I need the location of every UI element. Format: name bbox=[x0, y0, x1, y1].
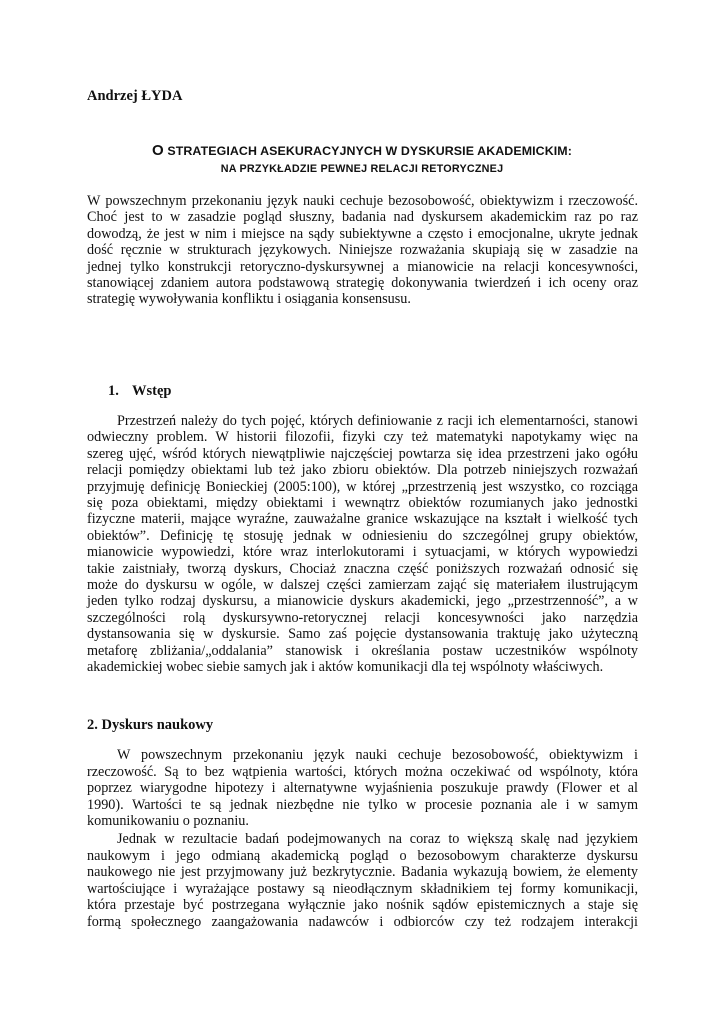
paper-title bbox=[87, 141, 637, 177]
author-name: Andrzej ŁYDA bbox=[87, 88, 183, 104]
paragraph-line: szereg ujęć, wśród których niewątpliwie najczęściej powtarza się idea przestrzeni jako ogółu bbox=[87, 445, 638, 462]
paragraph-line: się poza obiektami, między obiektami i wewnątrz obiektów rozumianych jako jednostki bbox=[87, 495, 638, 512]
abstract-line: dość ręcznie w strukturach językowych. Niniejsze rozważania skupiają się w zasadzie na bbox=[87, 242, 638, 259]
paragraph-line: komunikowaniu o poznaniu. bbox=[87, 813, 249, 830]
paragraph-line: obiektów”. Definicję tę stosuję jednak w odniesieniu do szczególnej grupy obiektów, bbox=[87, 527, 638, 544]
title-initial: O bbox=[152, 142, 164, 159]
paragraph-line: odwieczny problem. W historii filozofii, fizyki czy też matematyki napotykamy więc na bbox=[87, 429, 638, 446]
abstract-line: dowodzą, że jest w nim i miejsce na sądy subiektywne a często i emocjonalne, ukryte jednak bbox=[87, 225, 638, 242]
abstract-line: jednej tylko konstrukcji retoryczno-dyskursywnej a mianowicie na relacji koncesywności, bbox=[87, 258, 638, 275]
paragraph-line: może do dyskursu w ogóle, w dalszej części zamierzam zająć się materiałem ilustrującym bbox=[87, 577, 638, 594]
section-1-heading bbox=[108, 383, 171, 399]
section-2-paragraph-1 bbox=[87, 747, 638, 830]
paragraph-line: fizyczne materii, mające wyraźne, zauważalne granice wskazujące na kształt i wielkość tych bbox=[87, 511, 638, 528]
paragraph-line: naukowym i jego odmianą akademicką pogląd o bezosobowym charakterze dyskursu bbox=[87, 847, 638, 864]
section-2-heading: 2. Dyskurs naukowy bbox=[87, 717, 214, 733]
paragraph-line: poprzez wiarygodne hipotezy i alternatywne wyjaśnienia poszukuje prawdy (Flower et al bbox=[87, 780, 638, 797]
title-line-1 bbox=[87, 141, 637, 161]
paragraph-line: Jednak w rezultacie badań podejmowanych na coraz to większą skalę nad językiem bbox=[117, 831, 638, 847]
paragraph-line: jeden tylko rodzaj dyskursu, a mianowicie dyskurs akademicki, jego „przestrzenność”, a w bbox=[87, 593, 638, 610]
paragraph-line: przyjmuję definicję Bonieckiej (2005:100), w której „przestrzenią jest wszystko, co rozciąga bbox=[87, 478, 638, 495]
paragraph-line: naukowego nie jest przyjmowany już bezkrytycznie. Badania wykazują bowiem, że elementy bbox=[87, 864, 638, 881]
abstract-line: W powszechnym przekonaniu język nauki cechuje bezosobowość, obiektywizm i rzeczowość. bbox=[87, 193, 638, 209]
paragraph-line: która przestaje być postrzegana wyłącznie jako nośnik sądów epistemicznych a staje się bbox=[87, 897, 638, 914]
section-2-paragraph-2 bbox=[87, 831, 638, 931]
paragraph-line: mianowicie wypowiedzi, które wraz interlokutorami i sytuacjami, w których wypowiedzi bbox=[87, 544, 638, 561]
paragraph-line: metaforę zbliżania/„oddalania” stanowisk i określania postaw uczestników wspólnoty bbox=[87, 642, 638, 659]
paragraph-line: wartościujące i wyrażające postawy są nieodłącznym składnikiem tej formy komunikacji, bbox=[87, 880, 638, 897]
abstract bbox=[87, 193, 638, 308]
abstract-line: stanowiącej zdaniem autora podstawową strategię dokonywania twierdzeń i ich oceny oraz bbox=[87, 275, 638, 292]
abstract-line: strategię wywoływania konfliktu i osiągania konsensusu. bbox=[87, 291, 411, 308]
paragraph-line: szczególności rolą dyskursywno-retorycznej relacji koncesywności jako narzędzia bbox=[87, 609, 638, 626]
paragraph-line: Przestrzeń należy do tych pojęć, których definiowanie z racji ich elementarności, stanowi bbox=[117, 413, 638, 429]
paragraph-line: formą społecznego zaangażowania nadawców i odbiorców czy też rodzajem interakcji bbox=[87, 913, 638, 930]
paragraph-line: W powszechnym przekonaniu język nauki cechuje bezosobowość, obiektywizm i bbox=[117, 747, 638, 763]
paragraph-line: dystansowania się w dyskursie. Samo zaś pojęcie dystansowania traktuję jako użyteczną bbox=[87, 626, 638, 643]
paragraph-line: akademickiej wobec siebie samych jak i aktów komunikacji dla tej wspólnoty właściwych. bbox=[87, 659, 604, 676]
paragraph-line: takie zaistniały, tworzą dyskurs, Chociaż znaczna część poniższych rozważań odnosić się bbox=[87, 560, 638, 577]
paragraph-line: relacji pomiędzy obiektami lub też jako zbioru obiektów. Dla potrzeb niniejszych rozważań bbox=[87, 462, 638, 479]
section-1-paragraph bbox=[87, 413, 638, 676]
section-1-number: 1. bbox=[108, 383, 119, 399]
title-line-2: NA PRZYKŁADZIE PEWNEJ RELACJI RETORYCZNEJ bbox=[220, 163, 504, 175]
abstract-line: Choć jest to w zasadzie pogląd słuszny, badania nad dyskursem akademickim raz po raz bbox=[87, 209, 638, 226]
title-line-1-text: STRATEGIACH ASEKURACYJNYCH W DYSKURSIE AKADEMICKIM: bbox=[163, 144, 572, 158]
paragraph-line: rzeczowość. Są to bez wątpienia wartości, których można oczekiwać od wspólnoty, która bbox=[87, 763, 638, 780]
paragraph-line: 1990). Wartości te są jednak niezbędne nie tylko w procesie poznania ale i w samym bbox=[87, 796, 638, 813]
section-1-title: Wstęp bbox=[132, 383, 172, 399]
